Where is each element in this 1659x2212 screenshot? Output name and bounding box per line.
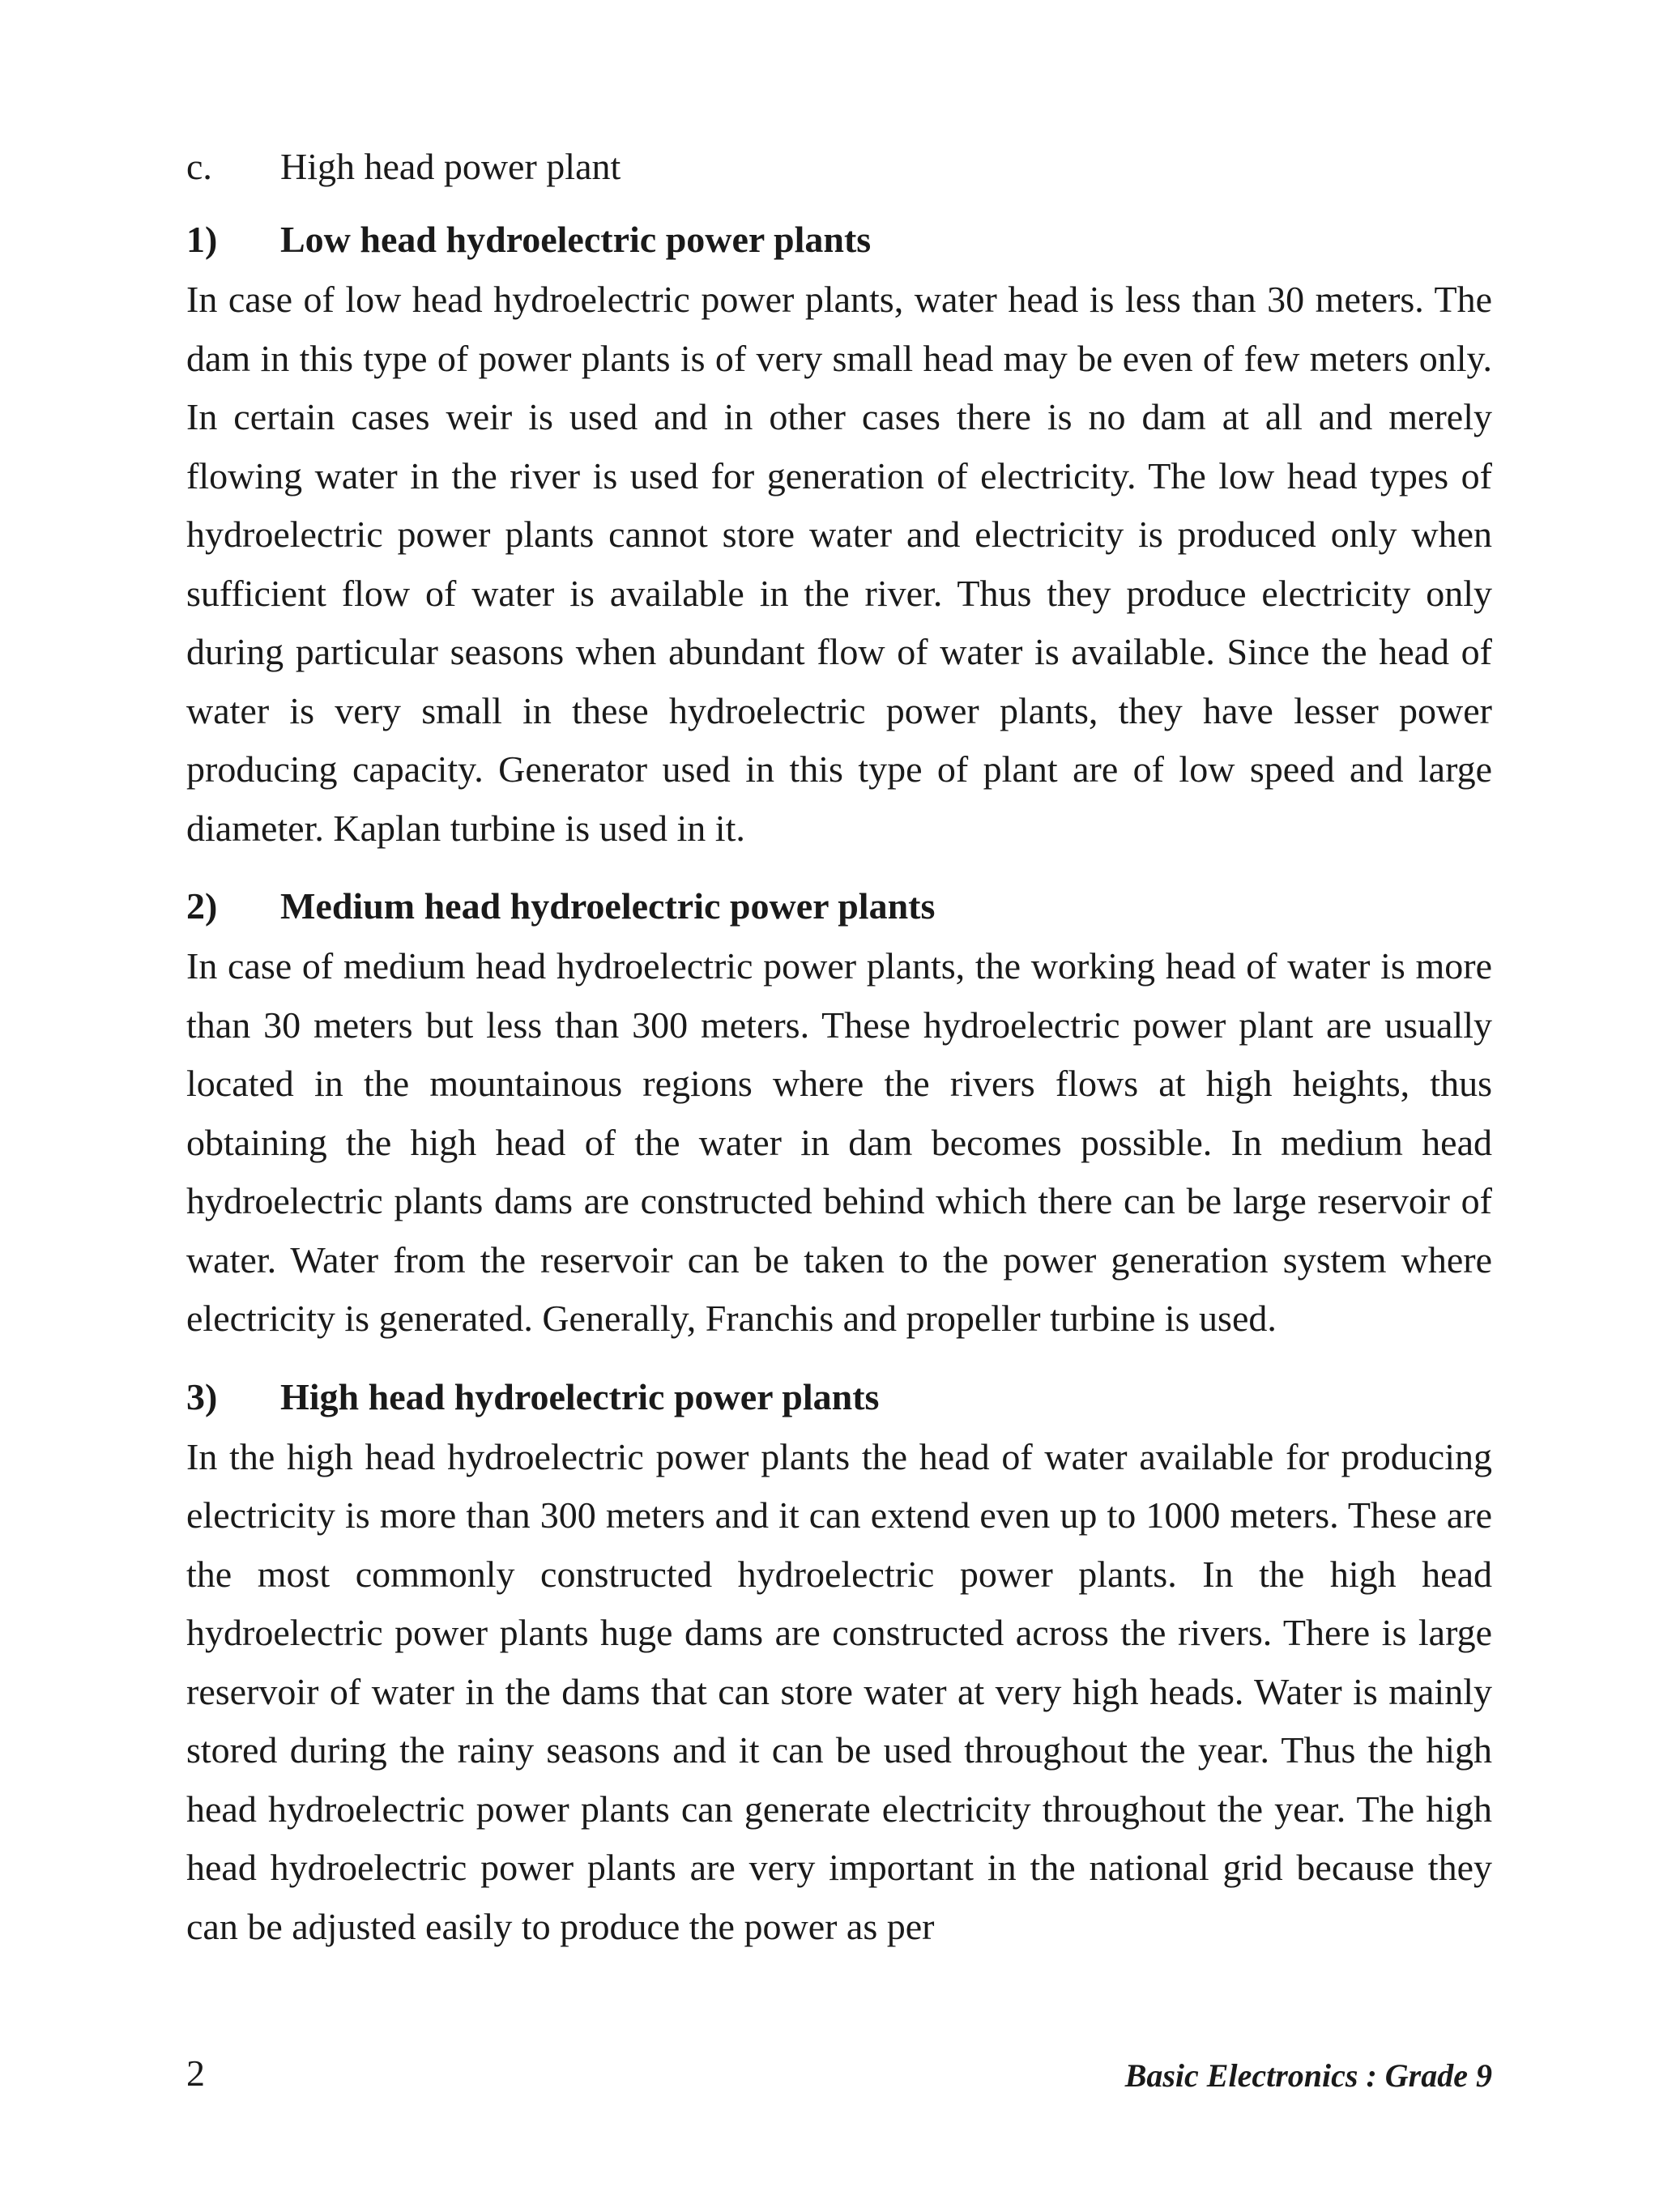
page-number: 2 xyxy=(186,2052,205,2094)
section-title: Medium head hydroelectric power plants xyxy=(280,885,936,927)
section-number: 3) xyxy=(186,1375,218,1417)
list-item-c xyxy=(186,143,1492,191)
section-title: High head hydroelectric power plants xyxy=(280,1375,880,1417)
page-content xyxy=(186,130,1492,1956)
list-item-text: High head power plant xyxy=(280,146,621,187)
section-body-low-head: In case of low head hydroelectric power plants, water head is less than 30 meters. The dam in this type of power plants is of very small head may be even of few meters only. In certain cases weir is used and in other cases there is no dam at all and merely flowing water in the river is used for generation of electricity. The low head types of hydroelectric power plants cannot store water and electricity is produced only when sufficient flow of water is available in the river. Thus they produce electricity only during particular seasons when abundant flow of water is available. Since the head of water is very small in these hydroelectric power plants, they have lesser power producing capacity. Generator used in this type of plant are of low speed and large diameter. Kaplan turbine is used in it. xyxy=(186,279,1492,849)
list-marker: c. xyxy=(186,146,212,187)
section-body-medium-head: In case of medium head hydroelectric power plants, the working head of water is more than 30 meters but less than 300 meters. These hydroelectric power plant are usually located in the mountainous regions where the rivers flows at high heights, thus obtaining the high head of the water in dam becomes possible. In medium head hydroelectric plants dams are constructed behind which there can be large reservoir of water. Water from the reservoir can be taken to the power generation system where electricity is generated. Generally, Franchis and propeller turbine is used. xyxy=(186,945,1492,1339)
section-number: 2) xyxy=(186,885,218,927)
section-number: 1) xyxy=(186,219,218,260)
section-body-high-head: In the high head hydroelectric power plants the head of water available for producing electricity is more than 300 meters and it can extend even up to 1000 meters. These are the most commonly constructed hydroelectric power plants. In the high head hydroelectric power plants huge dams are constructed across the rivers. There is large reservoir of water in the dams that can store water at very high heads. Water is mainly stored during the rainy seasons and it can be used throughout the year. Thus the high head hydroelectric power plants can generate electricity throughout the year. The high head hydroelectric power plants are very important in the national grid because they can be adjusted easily to produce the power as per xyxy=(186,1435,1492,1947)
section-heading-high-head xyxy=(186,1373,1492,1421)
book-title: Basic Electronics : Grade 9 xyxy=(1124,2057,1492,2094)
section-heading-medium-head xyxy=(186,882,1492,931)
section-heading-low-head xyxy=(186,215,1492,264)
section-title: Low head hydroelectric power plants xyxy=(280,219,872,260)
